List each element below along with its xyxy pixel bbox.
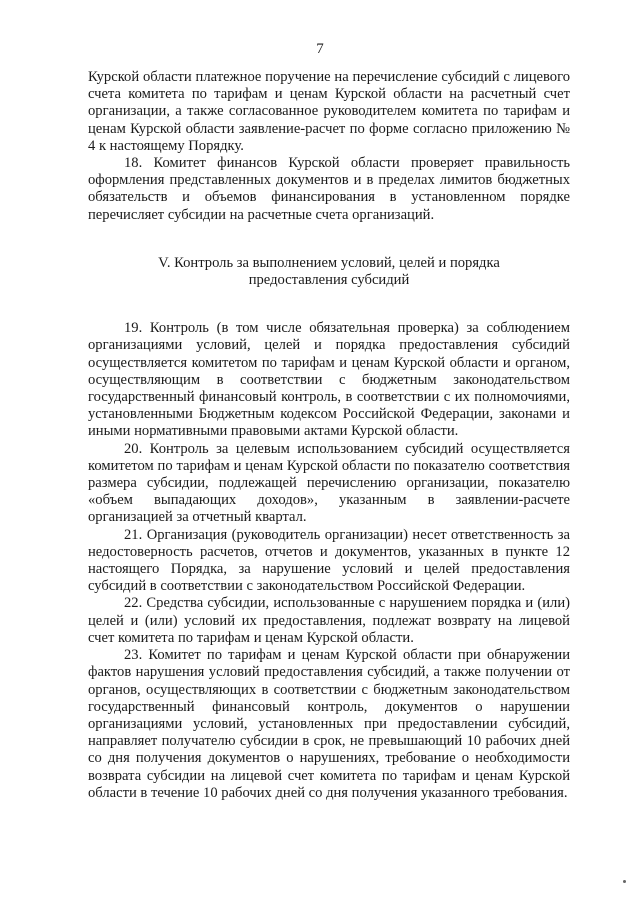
paragraph-21: 21. Организация (руководитель организации) несет ответственность за недостоверность расчетов, отчетов и документов, указанных в пункте 12 настоящего Порядка, за нарушение условий и целей предоставления субсидий в соответствии с законодательством Российской Федерации. xyxy=(88,526,570,595)
page-number: 7 xyxy=(316,41,324,57)
section-heading-line-1: V. Контроль за выполнением условий, целей и порядка xyxy=(158,254,500,271)
continuation-paragraph: Курской области платежное поручение на перечисление субсидий с лицевого счета комитета по тарифам и ценам Курской области на расчетный счет организации, а также согласованное руководителем комитета по тарифам и ценам Курской области заявление-расчет по форме согласно приложению № 4 к настоящему Порядку. xyxy=(88,69,570,154)
paragraph-22: 22. Средства субсидии, использованные с нарушением порядка и (или) целей и (или) условий их предоставления, подлежат возврату на лицевой счет комитета по тарифам и ценам Курской области. xyxy=(88,595,570,646)
paragraph-20: 20. Контроль за целевым использованием субсидий осуществляется комитетом по тарифам и ценам Курской области по показателю соответствия размера субсидии, подлежащей перечислению организации, показателю «объем выпадающих доходов», указанным в заявлении-расчете организацией за отчетный квартал. xyxy=(88,440,570,526)
scan-speck xyxy=(623,880,626,883)
paragraph-19: 19. Контроль (в том числе обязательная проверка) за соблюдением организациями условий, целей и порядка предоставления субсидий осуществляется комитетом по тарифам и ценам Курской области и органом, осуществляющим в соответствии с бюджетным законодательством государственный финансовый контроль, в соответствии с их полномочиями, установленными Бюджетным кодексом Российской Федерации, законами и иными нормативными правовыми актами Курской области. xyxy=(88,320,570,440)
paragraph-23: 23. Комитет по тарифам и ценам Курской области при обнаружении фактов нарушения условий предоставления субсидий, а также получении от органов, осуществляющих в соответствии с бюджетным законодательством государственный финансовый контроль, документов о нарушении организациями условий, установленных при предоставлении субсидий, направляет получателю субсидии в срок, не превышающий 10 рабочих дней со дня получения документов о нарушениях, требование о необходимости возврата субсидии на лицевой счет комитета по тарифам и ценам Курской области в течение 10 рабочих дней со дня получения указанного требования. xyxy=(88,647,570,801)
section-heading-line-2: предоставления субсидий xyxy=(248,272,410,289)
document-body xyxy=(88,69,570,802)
section-heading xyxy=(88,255,570,289)
paragraph-18: 18. Комитет финансов Курской области проверяет правильность оформления представленных документов и в пределах лимитов бюджетных обязательств и объемов финансирования в установленном порядке перечисляет субсидии на расчетные счета организаций. xyxy=(88,155,570,223)
